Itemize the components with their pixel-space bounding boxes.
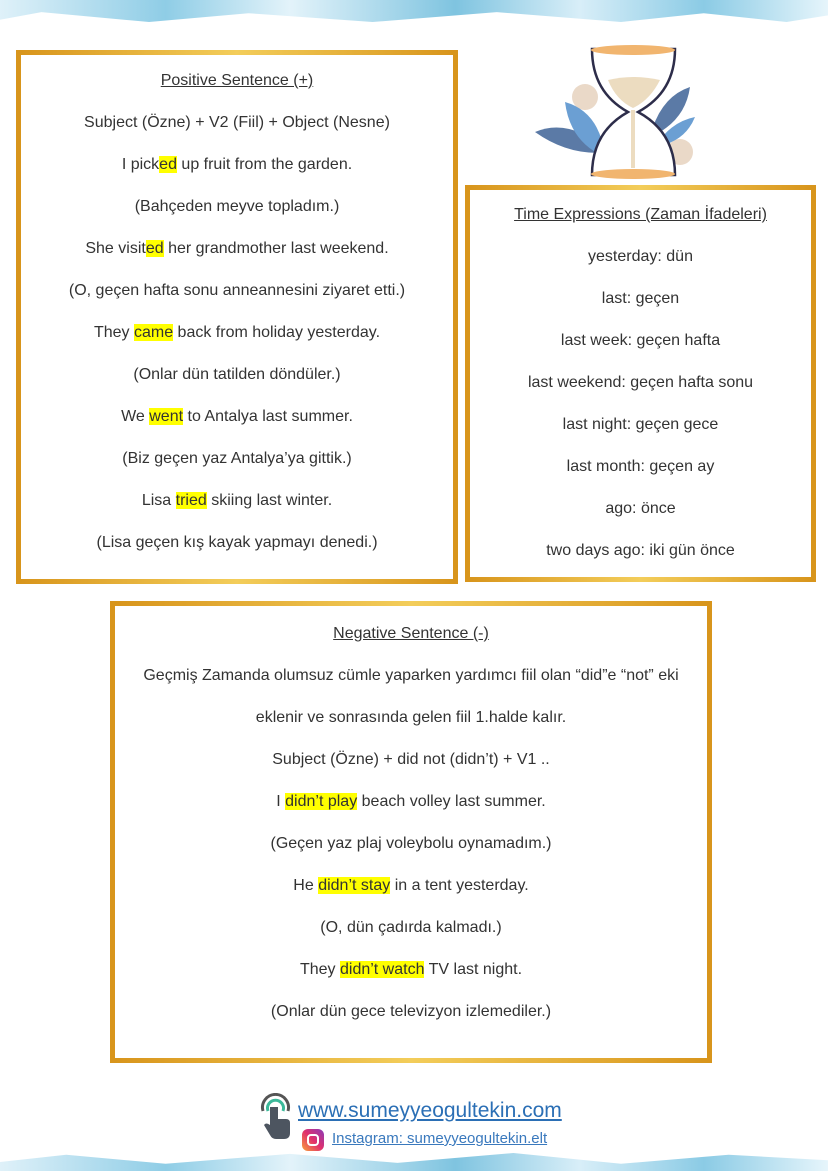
example-sentence (115, 949, 707, 991)
positive-formula: Subject (Özne) + V2 (Fiil) + Object (Nesne) (84, 114, 390, 131)
instagram-icon (302, 1129, 324, 1151)
highlighted-verb: ed (145, 240, 164, 257)
sentence-part: back from holiday yesterday. (173, 324, 381, 341)
example-sentence (115, 865, 707, 907)
example-translation: (Onlar dün tatilden döndüler.) (133, 366, 341, 383)
example-sentence (21, 480, 453, 522)
example-translation: (Geçen yaz plaj voleybolu oynamadım.) (270, 835, 552, 852)
example-translation: (O, dün çadırda kalmadı.) (320, 919, 502, 936)
negative-formula: Subject (Özne) + did not (didn’t) + V1 .. (272, 751, 550, 768)
sentence-part: up fruit from the garden. (176, 156, 353, 173)
website-link[interactable]: www.sumeyyeogultekin.com (298, 1099, 562, 1122)
highlighted-verb: tried (175, 492, 207, 509)
sentence-part: I (276, 793, 286, 810)
example-sentence (21, 396, 453, 438)
header-banner (0, 0, 828, 22)
pointer-hand-icon (258, 1093, 294, 1139)
sentence-part: She visit (85, 240, 146, 257)
highlighted-verb: went (149, 408, 184, 425)
example-sentence (115, 781, 707, 823)
example-sentence (21, 312, 453, 354)
hourglass-illustration (530, 42, 700, 182)
sentence-part: They (299, 961, 340, 978)
time-expression-item: last month: geçen ay (566, 458, 715, 475)
highlighted-verb: didn’t watch (339, 961, 425, 978)
example-translation: (Bahçeden meyve topladım.) (134, 198, 340, 215)
sentence-part: in a tent yesterday. (390, 877, 529, 894)
positive-title: Positive Sentence (+) (160, 72, 314, 89)
highlighted-verb: didn’t play (285, 793, 358, 810)
example-translation: (Lisa geçen kış kayak yapmayı denedi.) (96, 534, 378, 551)
highlighted-verb: didn’t stay (318, 877, 391, 894)
sentence-part: We (121, 408, 150, 425)
time-expression-item: last night: geçen gece (562, 416, 719, 433)
example-translation: (Biz geçen yaz Antalya’ya gittik.) (122, 450, 352, 467)
sentence-part: He (293, 877, 319, 894)
sentence-part: I pick (121, 156, 160, 173)
highlighted-verb: came (133, 324, 174, 341)
sentence-part: skiing last winter. (206, 492, 333, 509)
time-expressions-box (465, 185, 816, 582)
negative-title: Negative Sentence (-) (333, 625, 489, 642)
instagram-link[interactable]: Instagram: sumeyyeogultekin.elt (332, 1130, 548, 1147)
negative-rule-line2: eklenir ve sonrasında gelen fiil 1.halde kalır. (255, 709, 567, 726)
time-expression-item: last week: geçen hafta (560, 332, 721, 349)
negative-rule-line1: Geçmiş Zamanda olumsuz cümle yaparken yardımcı fiil olan “did”e “not” eki (143, 667, 679, 684)
time-expression-item: yesterday: dün (588, 248, 693, 265)
sentence-part: beach volley last summer. (357, 793, 546, 810)
time-expression-item: last weekend: geçen hafta sonu (527, 374, 754, 391)
time-expression-item: ago: önce (605, 500, 676, 517)
sentence-part: to Antalya last summer. (183, 408, 353, 425)
example-translation: (Onlar dün gece televizyon izlemediler.) (270, 1003, 552, 1020)
sentence-part: Lisa (141, 492, 176, 509)
positive-sentence-box (16, 50, 458, 584)
negative-sentence-box (110, 601, 712, 1063)
time-expression-item: two days ago: iki gün önce (546, 542, 735, 559)
sentence-part: TV last night. (424, 961, 523, 978)
sentence-part: her grandmother last weekend. (163, 240, 389, 257)
sentence-part: They (93, 324, 134, 341)
highlighted-verb: ed (159, 156, 177, 173)
example-translation: (O, geçen hafta sonu anneannesini ziyaret etti.) (68, 282, 406, 299)
example-sentence (21, 144, 453, 186)
footer-banner (0, 1153, 828, 1171)
example-sentence (21, 228, 453, 270)
time-expression-item: last: geçen (601, 290, 680, 307)
time-title: Time Expressions (Zaman İfadeleri) (514, 206, 767, 223)
